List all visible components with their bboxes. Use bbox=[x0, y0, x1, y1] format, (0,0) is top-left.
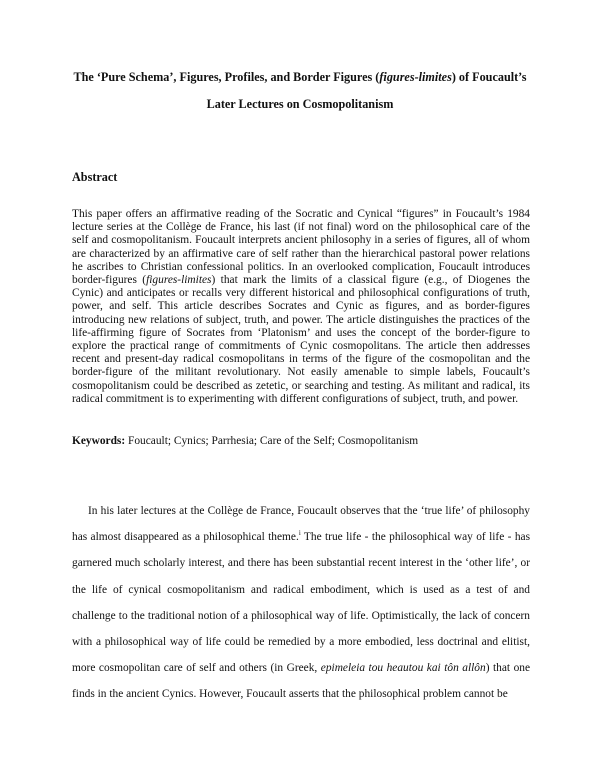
body-text-part: In his later lectures at the Collège de France, Foucault observes that the ‘true life’ of philosophy has almost disappeared as a philosophical theme. bbox=[72, 505, 530, 544]
title-text-part: ) of Foucault’s bbox=[451, 70, 527, 84]
keywords-list: Foucault; Cynics; Parrhesia; Care of the Self; Cosmopolitanism bbox=[125, 435, 419, 447]
title-italic-term: figures-limites bbox=[379, 70, 452, 84]
body-text-part: ) that one finds in the ancient Cynics. However, Foucault asserts that the philosophical problem cannot be bbox=[72, 662, 531, 701]
keywords-line bbox=[72, 435, 530, 448]
keywords-label: Keywords: bbox=[72, 435, 126, 447]
abstract-text-part: This paper offers an affirmative reading of the Socratic and Cynical “figures” in Foucault’s 1984 lecture series at the Collège de France, his last (if not final) word on the philosophical care of the self and cosmopolitanism. Foucault interprets ancient philosophy in a series of figures, all of whom are characterized by an affirmative care of self rather than the hierarchical pastoral power relations he ascribes to Christian confessional politics. In an overlooked complication, Foucault introduces border-figures ( bbox=[72, 208, 530, 287]
footnote-marker[interactable]: i bbox=[298, 529, 301, 538]
body-paragraph bbox=[72, 498, 530, 708]
abstract-text-part: ) that mark the limits of a classical figure (e.g., of Diogenes the Cynic) and anticipates or recalls very different historical and philosophical configurations of truth, power, and self. This article describes Socrates and Cynic as figures, and as border-figures introducing new relations of subject, truth, and power. The article distinguishes the practices of the life-affirming figure of Socrates from ‘Platonism’ and uses the concept of the border-figure to explore the practical range of commitments of Cynic cosmopolitans. The article then addresses recent and present-day radical cosmopolitans in terms of the figure of the cosmopolitan and the border-figure of the militant revolutionary. Not easily amenable to simple labels, Foucault’s cosmopolitanism could be described as zetetic, or searching and testing. As militant and radical, its radical commitment is to experimenting with different configurations of subject, truth, and power. bbox=[72, 274, 530, 405]
title-text-part: The ‘Pure Schema’, Figures, Profiles, and Border Figures ( bbox=[73, 70, 380, 84]
body-text-part: The true life - the philosophical way of life - has garnered much scholarly interest, and there has been substantial recent interest in the ‘other life’, or the life of cynical cosmopolitanism and radical embodiment, which is used as a test of and challenge to the traditional notion of a philosophical way of life. Optimistically, the lack of concern with a philosophical way of life could be remedied by a more embodied, less doctrinal and elitist, more cosmopolitan care of self and others (in Greek, bbox=[72, 531, 530, 675]
abstract-heading: Abstract bbox=[72, 170, 118, 184]
paper-title-line-2: Later Lectures on Cosmopolitanism bbox=[206, 97, 394, 111]
greek-phrase: epimeleia tou heautou kai tôn allôn bbox=[320, 662, 486, 675]
paper-title-line-1 bbox=[60, 70, 540, 85]
abstract-paragraph bbox=[72, 208, 530, 406]
abstract-italic-term: figures-limites bbox=[146, 274, 212, 287]
